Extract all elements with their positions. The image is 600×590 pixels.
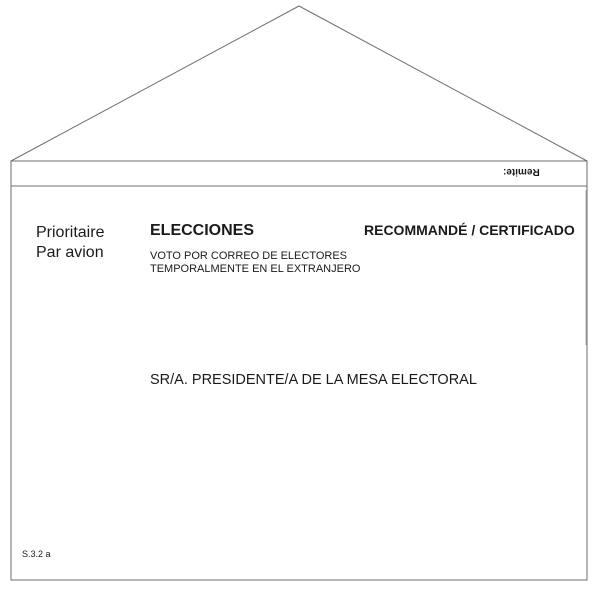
- priority-label: [36, 223, 104, 263]
- subtitle-line-1: VOTO POR CORREO DE ELECTORES: [150, 250, 348, 262]
- subtitle-line-2: TEMPORALMENTE EN EL EXTRANJERO: [150, 263, 361, 275]
- envelope-flap: [11, 6, 587, 161]
- priority-prioritaire: Prioritaire: [36, 224, 105, 241]
- priority-par-avion: Par avion: [36, 244, 104, 261]
- registered-mail-label: RECOMMANDÉ / CERTIFICADO: [364, 222, 575, 238]
- recipient-address: SR/A. PRESIDENTE/A DE LA MESA ELECTORAL: [150, 372, 477, 388]
- sender-label: Remite:: [503, 166, 540, 177]
- elections-subtitle: [150, 250, 360, 276]
- elections-title: ELECCIONES: [150, 222, 255, 239]
- form-code: S.3.2 a: [22, 549, 51, 559]
